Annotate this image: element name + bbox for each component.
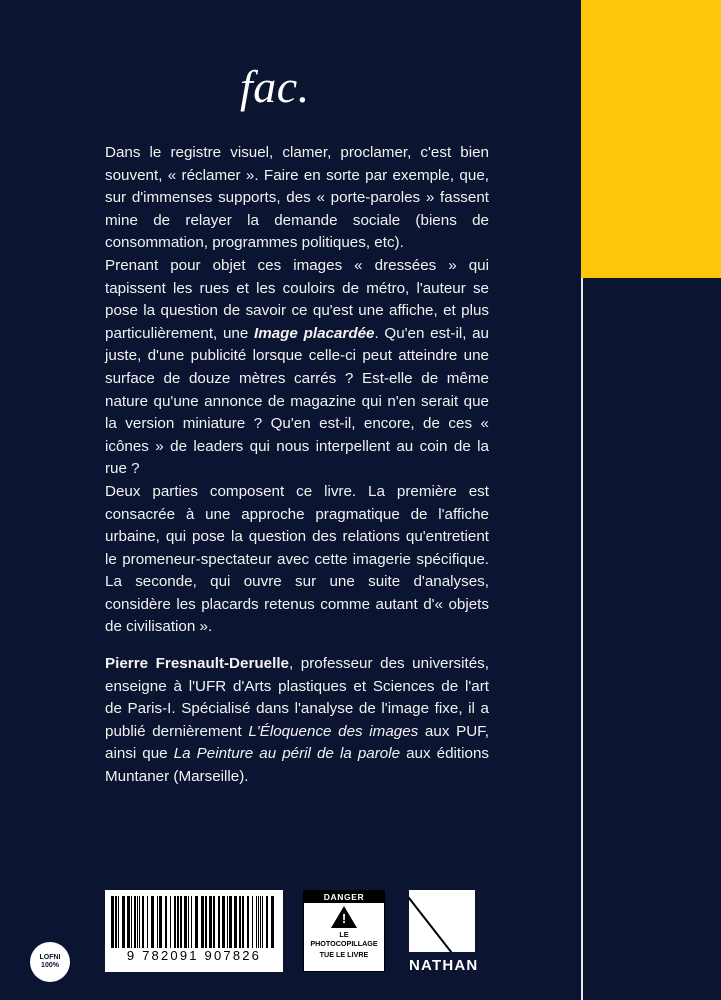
danger-line-2: TUE LE LIVRE [319,950,369,959]
barcode [105,890,283,972]
certification-stamp [30,942,70,982]
paragraph-2-tail: . Qu'en est-il, au juste, d'une publicité lorsque celle-ci peut atteindre une surface de douze mètres carrés ? Est-elle de même nature qu'une annonce de magazine qui n'en serait que la version miniature ? Qu'en est-il, encore, de ces « icônes » de leaders qui nous interpellent au coin de la rue ? [105,324,489,478]
author-name: Pierre Fresnault-Deruelle [105,655,289,673]
photocopy-warning [303,890,385,972]
barcode-digits: 9 782091 907826 [126,948,262,963]
author-work-title-2: La Peinture au péril de la parole [173,745,401,763]
barcode-bars [111,896,277,948]
danger-heading: DANGER [304,891,384,903]
danger-line-1: LE PHOTOCOPILLAGE [310,930,378,948]
publisher-logo [401,890,489,978]
paragraph-2-emphasis: Image placardée [253,324,375,342]
yellow-accent-block [581,0,721,278]
nathan-mark-icon [409,890,475,952]
publisher-name: NATHAN [409,957,479,974]
paragraph-2 [105,255,489,481]
author-bio [105,653,489,789]
vertical-rule [581,278,583,1000]
paragraph-1: Dans le registre visuel, clamer, proclamer, c'est bien souvent, « réclamer ». Faire en sorte par exemple, que, sur d'immenses supports, des « porte-paroles » fassent mine de relayer la demande sociale (biens de consommation, programmes politiques, etc). [105,144,489,252]
stamp-line-1: LOFNI [39,954,61,961]
stamp-line-2: 100% [41,962,59,969]
warning-triangle-icon [331,906,357,928]
author-bio-part3: aux éditions Muntaner (Marseille). [105,745,489,786]
author-work-title-1: L'Éloquence des images [248,722,419,740]
paragraph-2-lead: Prenant pour objet ces images « dressées » qui tapissent les rues et les couloirs de métro, l'auteur se pose la question de savoir ce qu'est une affiche, et plus particulièrement, une [105,256,489,342]
paragraph-3: Deux parties composent ce livre. La première est consacrée à une approche pragmatique de l'affiche urbaine, qui pose la question des relations qu'entretient le promeneur-spectateur avec cette imagerie spécifique. La seconde, qui ouvre sur une suite d'analyses, considère les placards retenus comme autant d'« objets de civilisation ». [105,482,489,636]
author-bio-part1: , professeur des universités, enseigne à l'UFR d'Arts plastiques et Sciences de l'art de Paris-I. Spécialisé dans l'analyse de l'image fixe, il a publié dernièrement [105,655,489,740]
page-title: fac. [240,61,310,112]
cover-footer [105,890,505,980]
blurb-text [105,142,489,789]
author-bio-part2: aux PUF, ainsi que [105,722,489,763]
